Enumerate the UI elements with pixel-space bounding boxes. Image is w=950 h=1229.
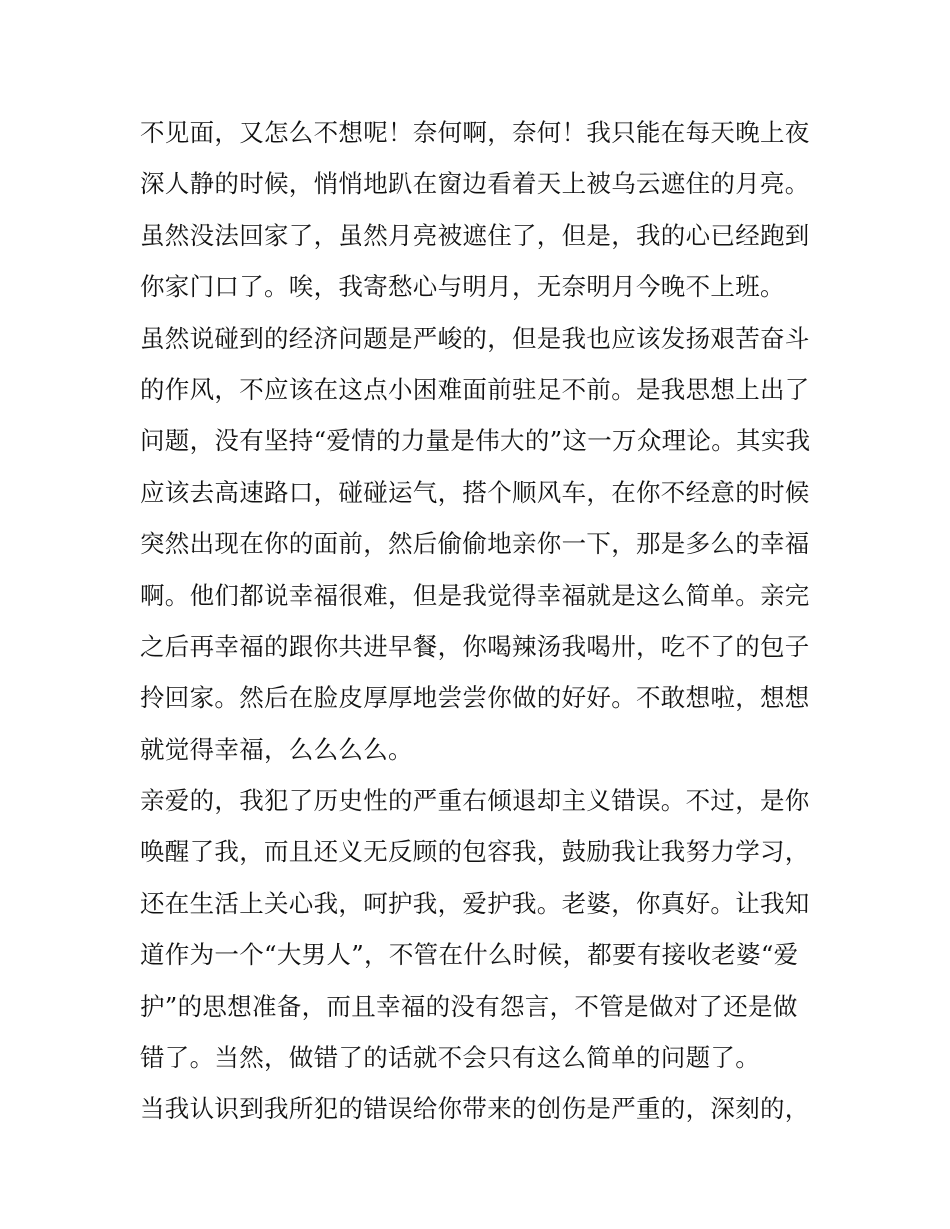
text-line: 就觉得幸福，么么么么。	[140, 734, 413, 764]
text-line: 啊。他们都说幸福很难，但是我觉得幸福就是这么简单。亲完	[140, 580, 810, 610]
text-line: 之后再幸福的跟你共进早餐，你喝辣汤我喝卅，吃不了的包子	[140, 631, 810, 661]
text-line: 的作风，不应该在这点小困难面前驻足不前。是我思想上出了	[140, 374, 810, 404]
text-line: 护”的思想准备，而且幸福的没有怨言，不管是做对了还是做	[140, 991, 798, 1021]
text-line: 亲爱的，我犯了历史性的严重右倾退却主义错误。不过，是你	[140, 786, 810, 816]
text-line: 你家门口了。唉，我寄愁心与明月，无奈明月今晚不上班。	[140, 272, 785, 302]
text-line: 唤醒了我，而且还义无反顾的包容我，鼓励我让我努力学习，	[140, 837, 810, 867]
text-line: 应该去高速路口，碰碰运气，搭个顺风车，在你不经意的时候	[140, 477, 810, 507]
text-line: 问题，没有坚持“爱情的力量是伟大的”这一万众理论。其实我	[140, 426, 811, 456]
text-line: 拎回家。然后在脸皮厚厚地尝尝你做的好好。不敢想啦，想想	[140, 683, 810, 713]
text-line: 虽然说碰到的经济问题是严峻的，但是我也应该发扬艰苦奋斗	[140, 323, 810, 353]
text-line: 道作为一个“大男人”，不管在什么时候，都要有接收老婆“爱	[140, 940, 799, 970]
text-line: 深人静的时候，悄悄地趴在窗边看着天上被乌云遮住的月亮。	[140, 169, 810, 199]
body-text	[140, 107, 820, 1135]
text-line: 虽然没法回家了，虽然月亮被遮住了，但是，我的心已经跑到	[140, 220, 810, 250]
text-line: 还在生活上关心我，呵护我，爱护我。老婆，你真好。让我知	[140, 888, 810, 918]
text-line: 突然出现在你的面前，然后偷偷地亲你一下，那是多么的幸福	[140, 529, 810, 559]
text-line: 不见面，又怎么不想呢！奈何啊，奈何！我只能在每天晚上夜	[140, 118, 810, 147]
text-line: 错了。当然，做错了的话就不会只有这么简单的问题了。	[140, 1043, 760, 1073]
text-line: 当我认识到我所犯的错误给你带来的创伤是严重的，深刻的，	[140, 1094, 810, 1124]
